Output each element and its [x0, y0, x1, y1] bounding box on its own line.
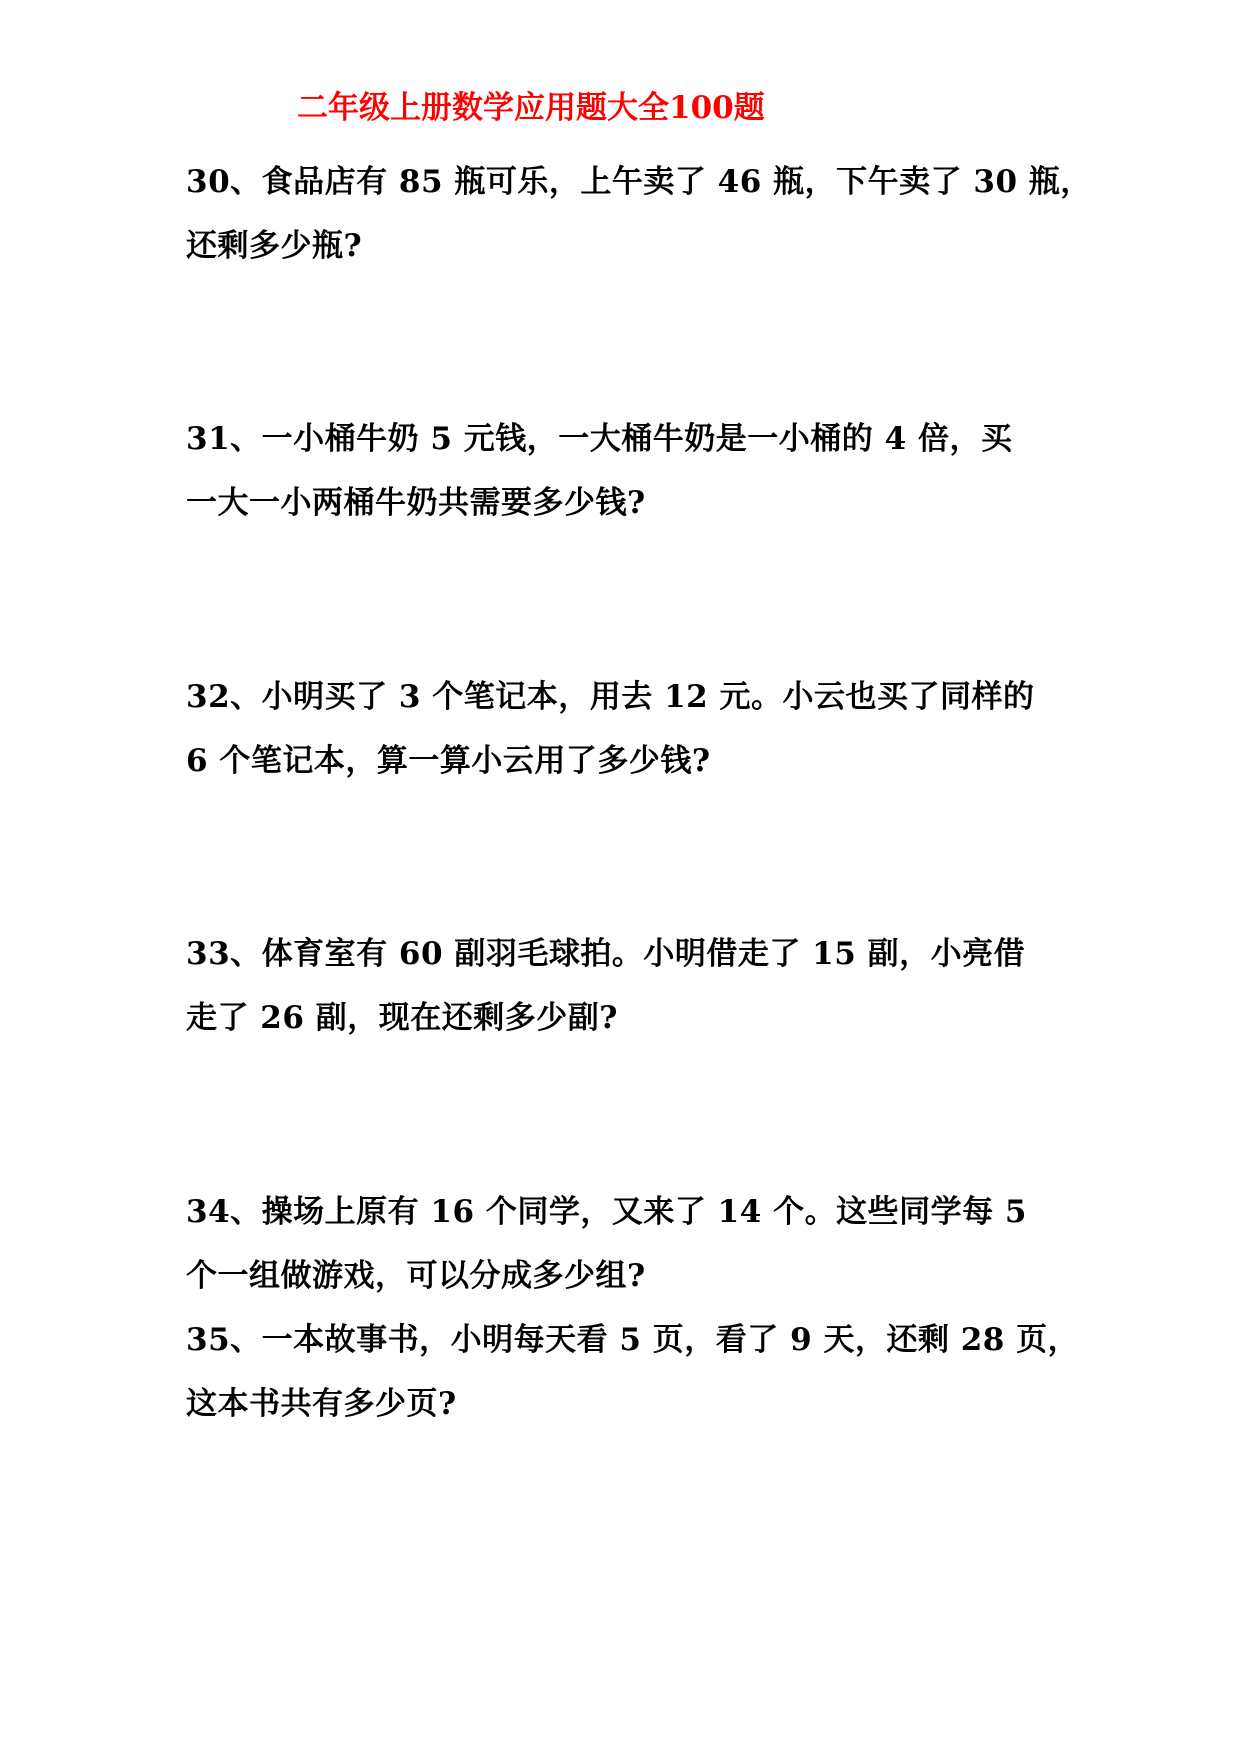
question-text-line: 32、小明买了 3 个笔记本，用去 12 元。小云也买了同样的: [186, 679, 1035, 715]
question-text-line: 34、操场上原有 16 个同学，又来了 14 个。这些同学每 5: [186, 1194, 1027, 1230]
question-31: [186, 407, 1066, 535]
question-text-line: 个一组做游戏，可以分成多少组?: [186, 1258, 646, 1294]
question-35: [186, 1308, 1080, 1436]
question-34: [186, 1180, 1066, 1308]
question-text-line: 这本书共有多少页?: [186, 1386, 457, 1422]
question-text-line: 31、一小桶牛奶 5 元钱，一大桶牛奶是一小桶的 4 倍，买: [186, 421, 1013, 457]
question-33: [186, 922, 1066, 1050]
page-title: 二年级上册数学应用题大全100题: [297, 90, 765, 126]
question-text-line: 一大一小两桶牛奶共需要多少钱?: [186, 485, 646, 521]
question-30: [186, 150, 1092, 278]
question-text-line: 6 个笔记本，算一算小云用了多少钱?: [186, 743, 711, 779]
question-32: [186, 665, 1066, 793]
question-text-line: 33、体育室有 60 副羽毛球拍。小明借走了 15 副，小亮借: [186, 936, 1026, 972]
question-text-line: 30、食品店有 85 瓶可乐，上午卖了 46 瓶，下午卖了 30 瓶，: [186, 164, 1092, 200]
question-text-line: 走了 26 副，现在还剩多少副?: [186, 1000, 618, 1036]
question-text-line: 35、一本故事书，小明每天看 5 页，看了 9 天，还剩 28 页，: [186, 1322, 1080, 1358]
question-text-line: 还剩多少瓶?: [186, 228, 363, 264]
